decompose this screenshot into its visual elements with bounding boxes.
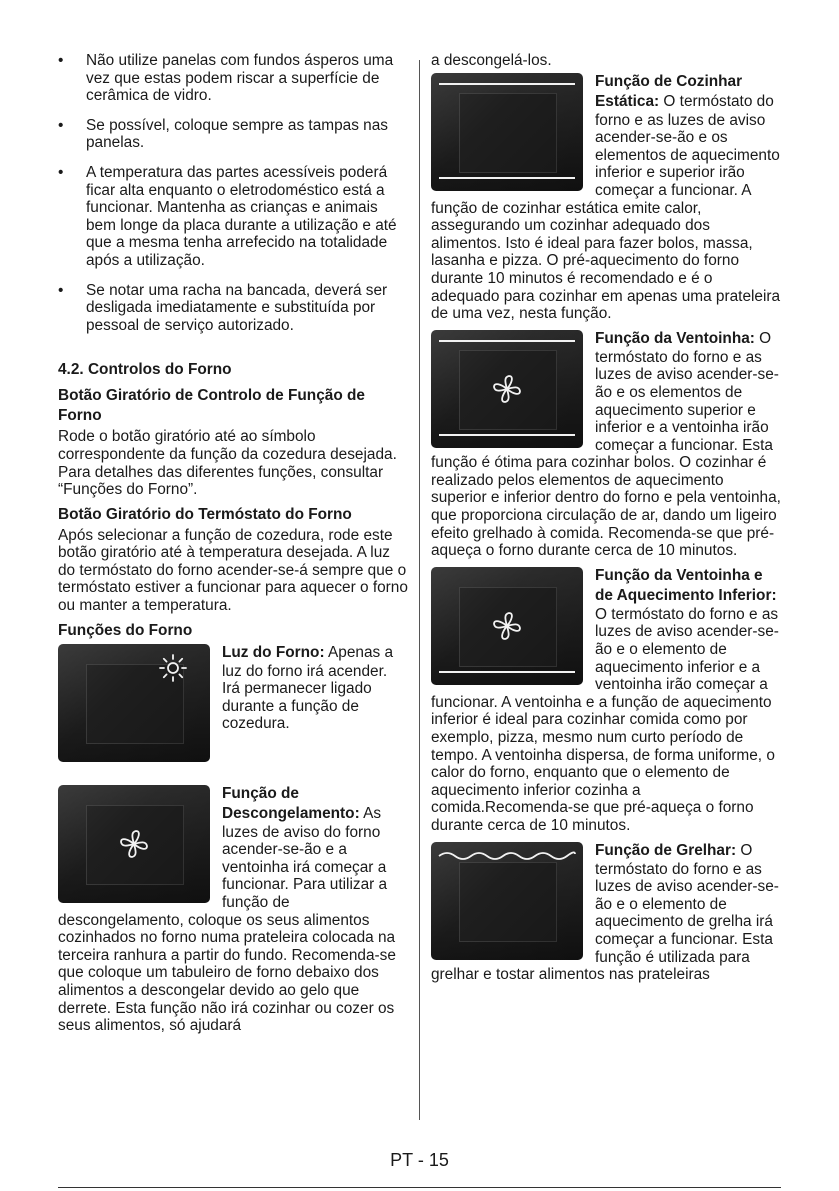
bullet-text: Se possível, coloque sempre as tampas nas panelas. xyxy=(86,116,388,152)
function-title: Função da Ventoinha e de Aquecimento Inferior: xyxy=(595,566,777,604)
section-heading: 4.2. Controlos do Forno xyxy=(58,361,232,379)
bullet-text: Se notar uma racha na bancada, deverá ser desligada imediatamente e substituída por pessoal de serviço autorizado. xyxy=(86,281,388,334)
thermostat-knob-text: Após selecionar a função de cozedura, rode este botão giratório até à temperatura desejada. A luz do termóstato do forno acender-se-á sempre que o termóstato estiver a funcionar para aquecer o forno ou manter a temperatura. xyxy=(58,526,408,615)
function-defrost xyxy=(58,784,408,1035)
defrost-continuation: a descongelá-los. xyxy=(431,52,552,69)
bullet-item xyxy=(58,164,408,270)
bullet-text: A temperatura das partes acessíveis poderá ficar alta enquanto o eletrodoméstico está a funcionar. Mantenha as crianças e animais bem longe da placa durante a utilização e até que a mesma tenha arrefecido na totalidade após a utilização. xyxy=(86,163,397,269)
function-text: As luzes de aviso do forno acender-se-ão e a ventoinha irá começar a funcionar. Para utilizar a função de descongelamento, coloque os seus alimentos cozinhados no forno numa prateleira colocada na terceira ranhura a partir do fundo. Recomenda-se que coloque um tabuleiro de forno debaixo dos alimentos a descongelar devido ao gelo que derrete. Esta função não irá cozinhar ou cozer os seus alimentos, só ajudará xyxy=(58,804,396,1035)
oven-defrost-icon xyxy=(58,785,210,903)
function-grill xyxy=(431,841,783,984)
bullet-marker: • xyxy=(58,52,64,69)
bottom-heating-element xyxy=(439,671,575,673)
bullet-item xyxy=(58,282,408,335)
function-knob-heading: Botão Giratório de Controlo de Função de Forno xyxy=(58,387,365,425)
right-column xyxy=(431,52,783,984)
functions-heading: Funções do Forno xyxy=(58,621,193,639)
oven-light-icon xyxy=(58,644,210,762)
page-number: PT - 15 xyxy=(390,1150,449,1170)
function-text: O termóstato do forno e as luzes de aviso acender-se-ão e o elemento de aquecimento inferior e a ventoinha irão começar a funcionar. A ventoinha e a função de aquecimento inferior é ideal para cozinhar comida como por exemplo, pizza, mesmo num curto período de tempo. A ventoinha dispersa, de forma uniforme, o calor do forno, enquanto que o elemento de aquecimento inferior cozinha a comida.Recomenda-se que pré-aqueça o forno durante cerca de 10 minutos. xyxy=(431,605,779,834)
bottom-heating-element xyxy=(439,434,575,436)
bullet-marker: • xyxy=(58,163,64,181)
function-text: O termóstato do forno e as luzes de aviso acender-se-ão e o elemento de aquecimento de grelha irá começar a funcionar. Esta função é utilizada para grelhar e tostar alimentos nas prateleiras xyxy=(431,841,779,984)
light-icon xyxy=(158,653,188,683)
thermostat-knob-heading: Botão Giratório do Termóstato do Forno xyxy=(58,505,352,523)
function-title: Função da Ventoinha: xyxy=(595,329,755,347)
bullet-marker: • xyxy=(58,116,64,134)
function-static xyxy=(431,72,783,323)
oven-grill-icon xyxy=(431,842,583,960)
function-light xyxy=(58,643,408,764)
function-text: Apenas a luz do forno irá acender. Irá permanecer ligado durante a função de cozedura. xyxy=(222,643,394,733)
bullet-item xyxy=(58,117,408,152)
column-separator xyxy=(419,60,420,1120)
function-knob-text: Rode o botão giratório até ao símbolo correspondente da função da cozedura desejada. Para detalhes das diferentes funções, consultar “Funções do Forno”. xyxy=(58,428,397,499)
oven-fan-bottom-icon xyxy=(431,567,583,685)
function-title: Função de Cozinhar Estática: xyxy=(595,72,743,110)
grill-icon xyxy=(437,848,577,864)
function-fan-bottom xyxy=(431,566,783,835)
fan-icon xyxy=(490,372,524,406)
function-text: O termóstato do forno e as luzes de aviso acender-se-ão e os elementos de aquecimento inferior e superior irão começar a funcionar. A função de cozinhar estática emite calor, assegurando um cozinhar adequado dos alimentos. Isto é ideal para fazer bolos, massa, lasanha e pizza. O pré-aquecimento do forno durante 10 minutos é recomendado e é o adequado para cozinhar em apenas uma prateleira de uma vez, nesta função. xyxy=(431,92,781,323)
bullet-item xyxy=(58,52,408,105)
footer-rule xyxy=(58,1187,781,1188)
fan-icon xyxy=(117,827,151,861)
left-column xyxy=(58,52,408,1035)
function-title: Função de Descongelamento: xyxy=(222,784,360,822)
function-title: Luz do Forno: xyxy=(222,643,325,661)
oven-fan-icon xyxy=(431,330,583,448)
bullet-text: Não utilize panelas com fundos ásperos uma vez que estas podem riscar a superfície de cerâmica de vidro. xyxy=(86,52,394,105)
top-heating-element xyxy=(439,340,575,342)
bottom-heating-element xyxy=(439,177,575,179)
function-text: O termóstato do forno e as luzes de aviso acender-se-ão e os elementos de aquecimento superior e inferior e a ventoinha irão começar a funcionar. Esta função é ótima para cozinhar bolos. O cozinhar é realizado pelos elementos de aquecimento superior e inferior dentro do forno e pela ventoinha, que proporciona circulação de ar, dando um ligeiro efeito grelhado à comida. Recomenda-se que pré-aqueça o forno durante cerca de 10 minutos. xyxy=(431,329,781,560)
fan-icon xyxy=(490,609,524,643)
function-title: Função de Grelhar: xyxy=(595,841,737,859)
top-heating-element xyxy=(439,83,575,85)
bullet-marker: • xyxy=(58,281,64,299)
oven-static-icon xyxy=(431,73,583,191)
function-fan xyxy=(431,329,783,560)
